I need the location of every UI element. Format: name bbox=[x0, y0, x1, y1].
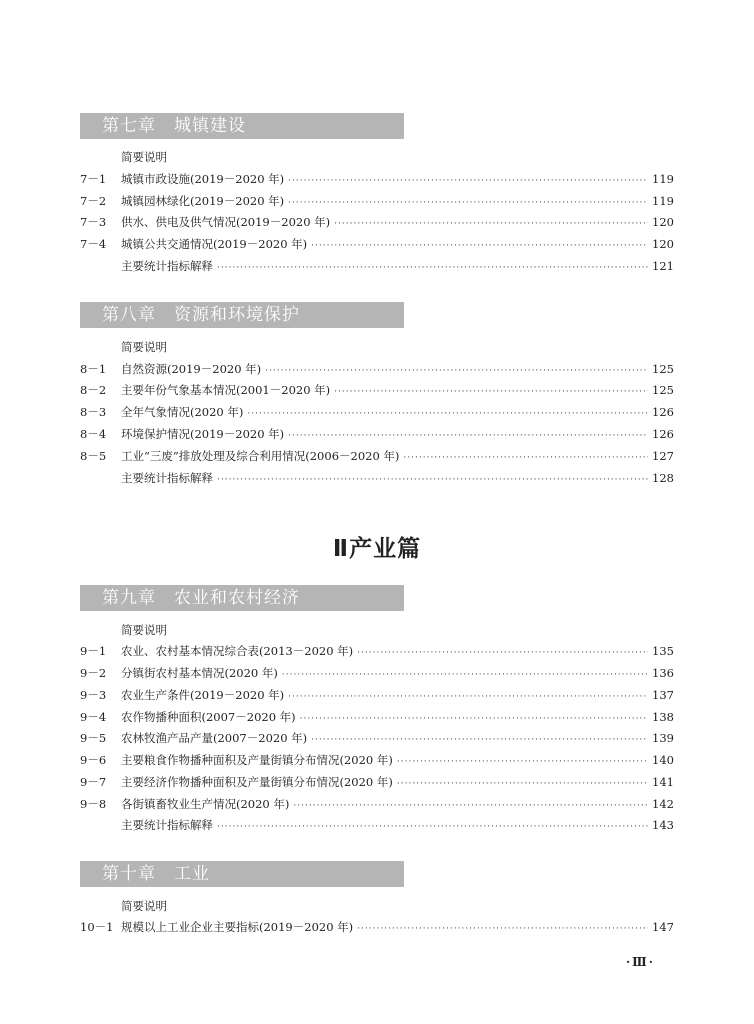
chapter-intro[interactable]: 简要说明 bbox=[121, 340, 167, 354]
chapter-title: 城镇建设 bbox=[174, 116, 246, 136]
chapter-number: 第八章 bbox=[102, 305, 156, 325]
chapter-heading-7 bbox=[80, 113, 404, 139]
toc-entry[interactable]: 9－6 主要粮食作物播种面积及产量街镇分布情况(2020 年) ····· 140 bbox=[80, 750, 674, 770]
page-folio: ·Ⅲ· bbox=[626, 955, 655, 969]
toc-entry[interactable]: 7－4 城镇公共交通情况(2019－2020 年) ····· 120 bbox=[80, 234, 674, 254]
toc-entry[interactable]: 9－7 主要经济作物播种面积及产量街镇分布情况(2020 年) ····· 141 bbox=[80, 772, 674, 792]
toc-entry[interactable]: 8－5 工业“三废”排放处理及综合利用情况(2006－2020 年) ····· 127 bbox=[80, 446, 674, 466]
toc-entry[interactable]: 8－3 全年气象情况(2020 年) ····· 126 bbox=[80, 402, 674, 422]
toc-entry[interactable]: 9－3 农业生产条件(2019－2020 年) ····· 137 bbox=[80, 685, 674, 705]
chapter-number: 第七章 bbox=[102, 116, 156, 136]
toc-entry[interactable]: 9－4 农作物播种面积(2007－2020 年) ····· 138 bbox=[80, 707, 674, 727]
chapter-intro[interactable]: 简要说明 bbox=[121, 623, 167, 637]
chapter-intro[interactable]: 简要说明 bbox=[121, 899, 167, 913]
chapter-heading-10 bbox=[80, 861, 404, 887]
toc-entry[interactable]: 7－2 城镇园林绿化(2019－2020 年) ····· 119 bbox=[80, 191, 674, 211]
chapter-title: 资源和环境保护 bbox=[174, 305, 300, 325]
part-heading: Ⅱ产业篇 bbox=[332, 536, 422, 562]
chapter-title: 工业 bbox=[174, 864, 210, 884]
toc-entry[interactable]: 9－5 农林牧渔产品产量(2007－2020 年) ····· 139 bbox=[80, 728, 674, 748]
toc-entry[interactable]: 8－4 环境保护情况(2019－2020 年) ····· 126 bbox=[80, 424, 674, 444]
chapter-title: 农业和农村经济 bbox=[174, 588, 300, 608]
toc-entry[interactable]: 8－2 主要年份气象基本情况(2001－2020 年) ····· 125 bbox=[80, 380, 674, 400]
toc-entry[interactable]: 主要统计指标解释 ····· 143 bbox=[80, 815, 674, 835]
chapter-heading-9 bbox=[80, 585, 404, 611]
chapter-number: 第九章 bbox=[102, 588, 156, 608]
chapter-intro[interactable]: 简要说明 bbox=[121, 150, 167, 164]
toc-entry[interactable]: 9－2 分镇街农村基本情况(2020 年) ····· 136 bbox=[80, 663, 674, 683]
chapter-heading-8 bbox=[80, 302, 404, 328]
toc-entry[interactable]: 8－1 自然资源(2019－2020 年) ····· 125 bbox=[80, 359, 674, 379]
toc-entry[interactable]: 9－1 农业、农村基本情况综合表(2013－2020 年) ····· 135 bbox=[80, 641, 674, 661]
toc-entry[interactable]: 7－3 供水、供电及供气情况(2019－2020 年) ····· 120 bbox=[80, 212, 674, 232]
toc-entry[interactable]: 主要统计指标解释 ····· 121 bbox=[80, 256, 674, 276]
toc-entry[interactable]: 主要统计指标解释 ····· 128 bbox=[80, 468, 674, 488]
chapter-number: 第十章 bbox=[102, 864, 156, 884]
toc-entry[interactable]: 10－1 规模以上工业企业主要指标(2019－2020 年) ····· 147 bbox=[80, 917, 674, 937]
toc-entry[interactable]: 7－1 城镇市政设施(2019－2020 年) ····· 119 bbox=[80, 169, 674, 189]
toc-entry[interactable]: 9－8 各街镇畜牧业生产情况(2020 年) ····· 142 bbox=[80, 794, 674, 814]
